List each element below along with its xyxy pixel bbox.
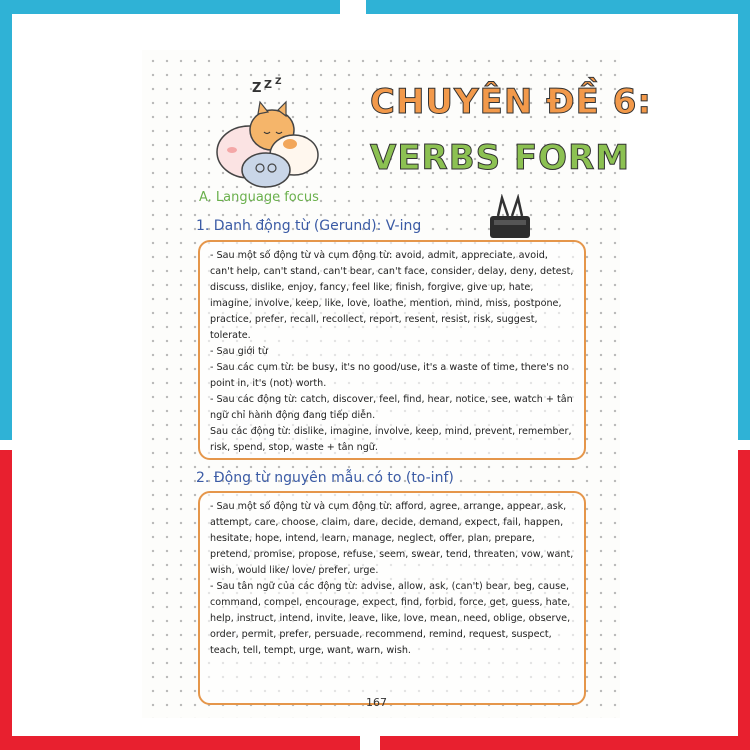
to-inf-rule-2: - Sau tân ngữ của các động từ: advise, allow, ask, (can't) bear, beg, cause, command, compel, encourage, expect, find, forbid, force, get, guess, hate, help, instruct, intend, invite, leave, like, love, mean, need, oblige, observe, order, permit, prefer, persuade, recommend, remind, request, suspect, teach, tell, tempt, urge, want, warn, wish. — [210, 581, 571, 656]
frame-bottom-left — [0, 736, 360, 750]
svg-text:Z: Z — [275, 77, 282, 87]
frame-left-blue — [0, 0, 12, 440]
frame-bottom-right — [380, 736, 750, 750]
gerund-rule-4: - Sau các động từ: catch, discover, feel, find, hear, notice, see, watch + tân ngữ chỉ hành động đang tiếp diễn. — [210, 394, 573, 421]
section-2-heading: 2. Động từ nguyên mẫu có to (to-inf) — [196, 470, 454, 486]
gerund-rule-3: - Sau các cụm từ: be busy, it's no good/use, it's a waste of time, there's no point in, it's (not) worth. — [210, 362, 569, 389]
section-a-heading: A. Language focus — [199, 190, 319, 205]
gerund-rule-1: - Sau một số động từ và cụm động từ: avoid, admit, appreciate, avoid, can't help, can't stand, can't bear, can't face, consider, delay, deny, detest, discuss, dislike, enjoy, fancy, feel like, finish, forgive, give up, hate, imagine, involve, keep, like, love, loathe, mention, mind, miss, postpone, practice, prefer, recall, recollect, report, resent, resist, risk, suggest, tolerate. — [210, 250, 574, 341]
gerund-rule-2: - Sau giới từ — [210, 346, 268, 357]
frame-right-blue — [738, 0, 750, 440]
chapter-title-line-1: CHUYÊN ĐỀ 6: — [370, 82, 652, 122]
section-1-heading: 1. Danh động từ (Gerund): V-ing — [196, 218, 422, 234]
svg-text:Z: Z — [264, 78, 272, 91]
svg-text:Z: Z — [252, 81, 262, 96]
chapter-title-line-2: VERBS FORM — [370, 138, 631, 178]
frame-top-left — [0, 0, 340, 14]
page-number: 167 — [366, 696, 387, 709]
to-infinitive-rules-box — [198, 491, 586, 705]
book-page — [142, 50, 652, 718]
gerund-rule-5: Sau các động từ: dislike, imagine, involve, keep, mind, prevent, remember, risk, spend, stop, waste + tân ngữ. — [210, 426, 572, 453]
frame-right-red — [738, 450, 750, 750]
frame-left-red — [0, 450, 12, 750]
sleeping-cats-illustration — [194, 70, 319, 195]
frame-top-right — [366, 0, 750, 14]
gerund-rules-box — [198, 240, 586, 460]
to-inf-rule-1: - Sau một số động từ và cụm động từ: afford, agree, arrange, appear, ask, attempt, care, choose, claim, dare, decide, demand, expect, fail, happen, hesitate, hope, intend, learn, manage, neglect, offer, plan, prepare, pretend, promise, propose, refuse, seem, swear, tend, threaten, vow, want, wish, would like/ love/ prefer, urge. — [210, 501, 574, 576]
binder-clip-icon — [484, 194, 536, 242]
